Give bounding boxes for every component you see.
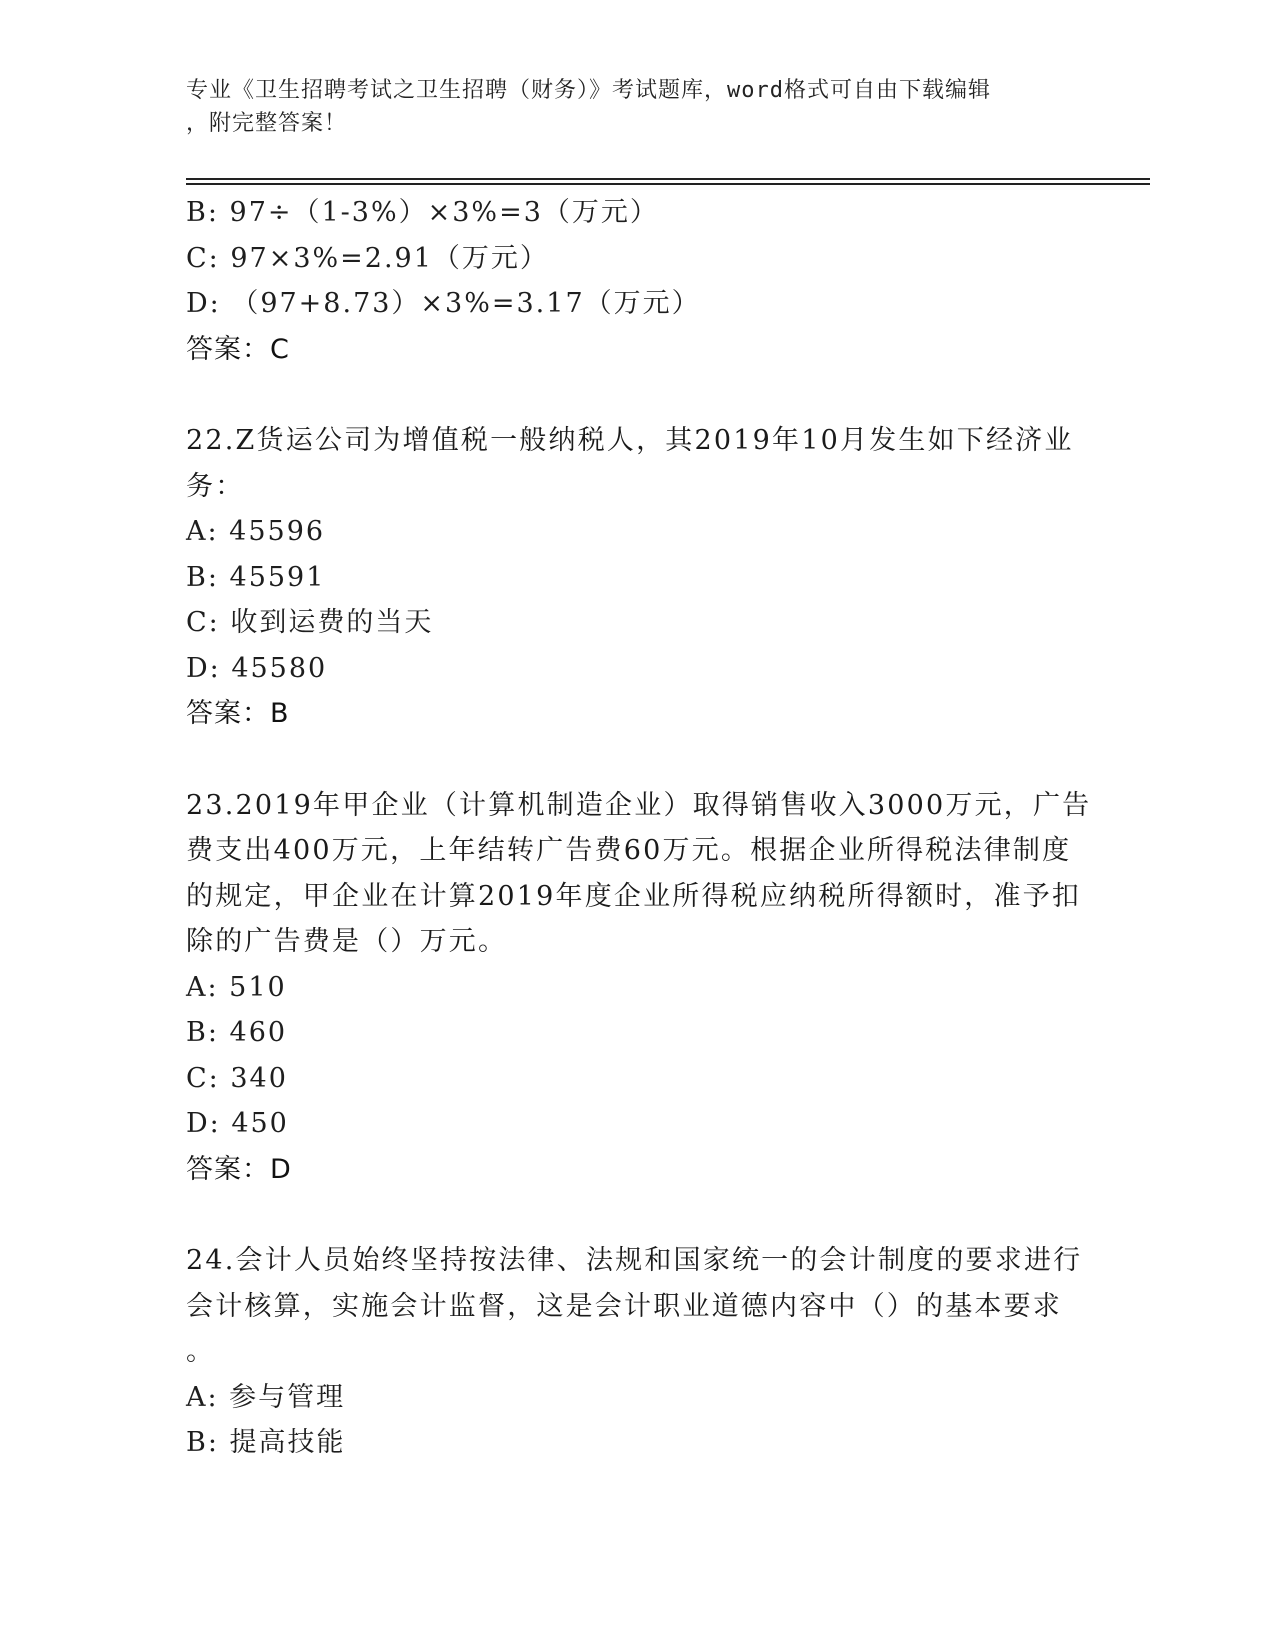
question-22: [186, 418, 1086, 737]
option-d: D: 45580: [186, 652, 328, 684]
question-text-line: 的规定，甲企业在计算2019年度企业所得税应纳税所得额时，准予扣: [186, 880, 1082, 912]
question-text-line: 除的广告费是（）万元。: [186, 926, 508, 957]
header-line-1: 专业《卫生招聘考试之卫生招聘（财务）》考试题库，word格式可自由下载编辑: [186, 78, 991, 103]
option-b: B: 45591: [186, 561, 326, 593]
question-21-tail: [186, 190, 1086, 372]
option-d: D: （97+8.73）×3%=3.17（万元）: [186, 288, 701, 319]
question-text-line: 费支出400万元，上年结转广告费60万元。根据企业所得税法律制度: [186, 835, 1072, 866]
header-divider-bottom: [186, 183, 1150, 185]
question-text-line: 24.会计人员始终坚持按法律、法规和国家统一的会计制度的要求进行: [186, 1245, 1083, 1276]
option-a: A: 参与管理: [186, 1381, 346, 1413]
option-a: A: 45596: [186, 516, 326, 547]
question-text-line: 23.2019年甲企业（计算机制造企业）取得销售收入3000万元，广告: [186, 789, 1092, 821]
answer-line: 答案：B: [186, 698, 290, 729]
option-c: C: 340: [186, 1062, 288, 1094]
document-header: [186, 74, 1066, 140]
question-24: [186, 1238, 1086, 1466]
option-a: A: 510: [186, 971, 287, 1003]
question-text-line: 22.Z货运公司为增值税一般纳税人，其2019年10月发生如下经济业: [186, 425, 1074, 456]
option-b: B: 提高技能: [186, 1427, 346, 1458]
answer-line: 答案：D: [186, 1153, 292, 1185]
answer-line: 答案：C: [186, 333, 290, 365]
header-divider-top: [186, 178, 1150, 180]
option-d: D: 450: [186, 1108, 289, 1139]
option-b: B: 97÷（1-3%）×3%=3（万元）: [186, 197, 659, 228]
option-b: B: 460: [186, 1017, 288, 1048]
option-c: C: 收到运费的当天: [186, 607, 434, 638]
option-c: C: 97×3%=2.91（万元）: [186, 242, 549, 274]
question-text-line: 会计核算，实施会计监督，这是会计职业道德内容中（）的基本要求: [186, 1290, 1062, 1322]
question-text-line: 务：: [186, 470, 245, 502]
question-text-line: 。: [186, 1336, 216, 1367]
header-line-2: ，附完整答案！: [186, 111, 348, 136]
question-23: [186, 783, 1092, 1193]
question-content: [186, 190, 1092, 1466]
